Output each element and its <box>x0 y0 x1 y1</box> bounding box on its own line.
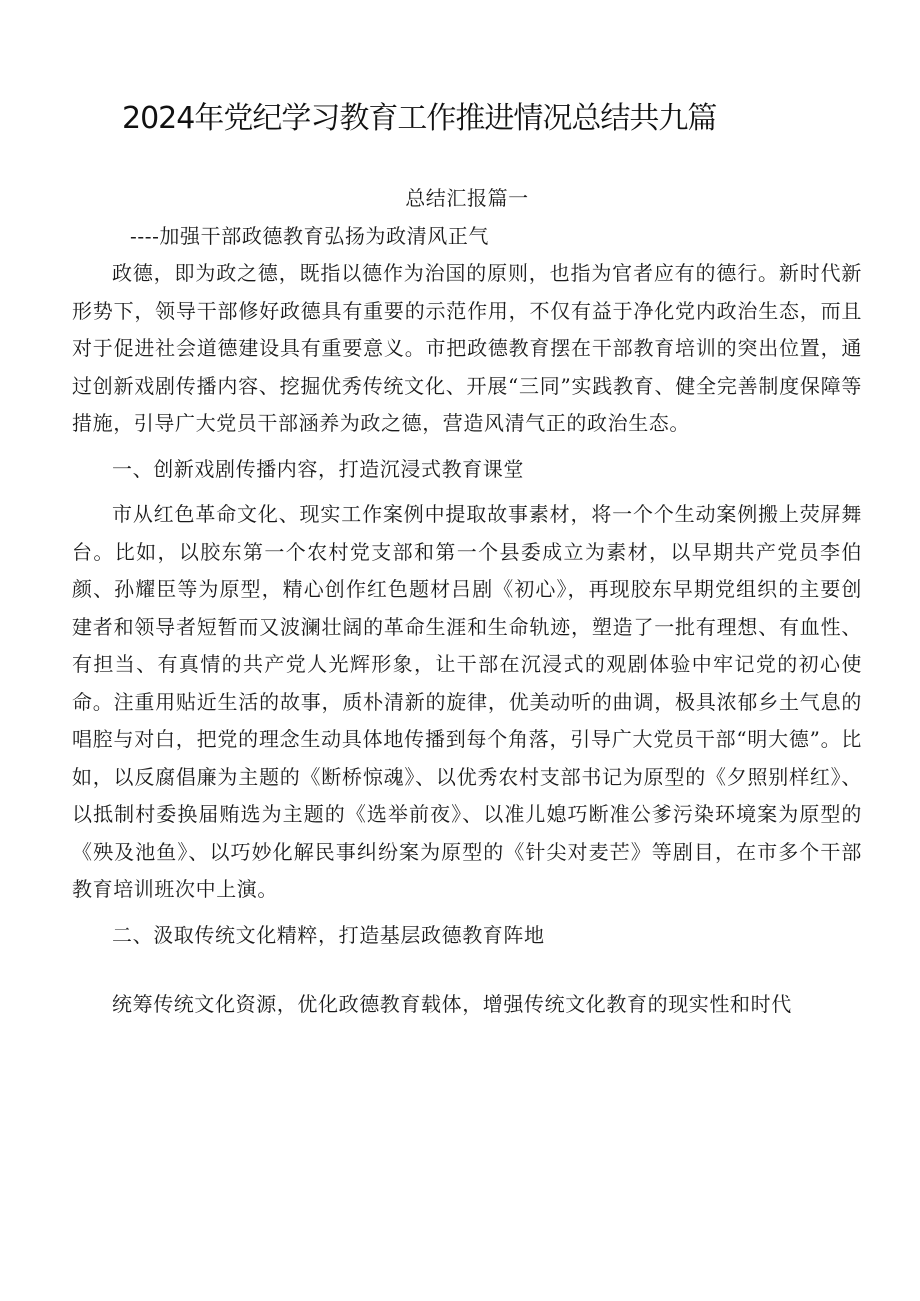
intro-paragraph: 政德，即为政之德，既指以德作为治国的原则，也指为官者应有的德行。新时代新形势下，领导干部修好政德具有重要的示范作用，不仅有益于净化党内政治生态，而且对于促进社会道德建设具有重要意义。市把政德教育摆在干部教育培训的突出位置，通过创新戏剧传播内容、挖掘优秀传统文化、开展“三同”实践教育、健全完善制度保障等措施，引导广大党员干部涵养为政之德，营造风清气正的政治生态。 <box>72 261 862 435</box>
section-heading: 总结汇报篇一 <box>405 186 529 210</box>
document-body <box>72 180 862 1024</box>
heading-one: 一、创新戏剧传播内容，打造沉浸式教育课堂 <box>112 456 524 481</box>
document-title: 2024年党纪学习教育工作推进情况总结共九篇 <box>122 101 717 136</box>
paragraph-two: 统筹传统文化资源，优化政德教育载体，增强传统文化教育的现实性和时代 <box>112 992 792 1016</box>
paragraph-one: 市从红色革命文化、现实工作案例中提取故事素材，将一个个生动案例搬上荧屏舞台。比如，以胶东第一个农村党支部和第一个县委成立为素材，以早期共产党员李伯颜、孙耀臣等为原型，精心创作红色题材吕剧《初心》，再现胶东早期党组织的主要创建者和领导者短暂而又波澜壮阔的革命生涯和生命轨迹，塑造了一批有理想、有血性、有担当、有真情的共产党人光辉形象，让干部在沉浸式的观剧体验中牢记党的初心使命。注重用贴近生活的故事，质朴清新的旋律，优美动听的曲调，极具浓郁乡土气息的唱腔与对白，把党的理念生动具体地传播到每个角落，引导广大党员干部“明大德”。比如，以反腐倡廉为主题的《断桥惊魂》、以优秀农村支部书记为原型的《夕照别样红》、以抵制村委换届贿选为主题的《选举前夜》、以准儿媳巧断准公爹污染环境案为原型的《殃及池鱼》、以巧妙化解民事纠纷案为原型的《针尖对麦芒》等剧目，在市多个干部教育培训班次中上演。 <box>72 502 862 901</box>
heading-two: 二、汲取传统文化精粹，打造基层政德教育阵地 <box>112 922 545 947</box>
section-subtitle: ----加强干部政德教育弘扬为政清风正气 <box>130 223 490 248</box>
